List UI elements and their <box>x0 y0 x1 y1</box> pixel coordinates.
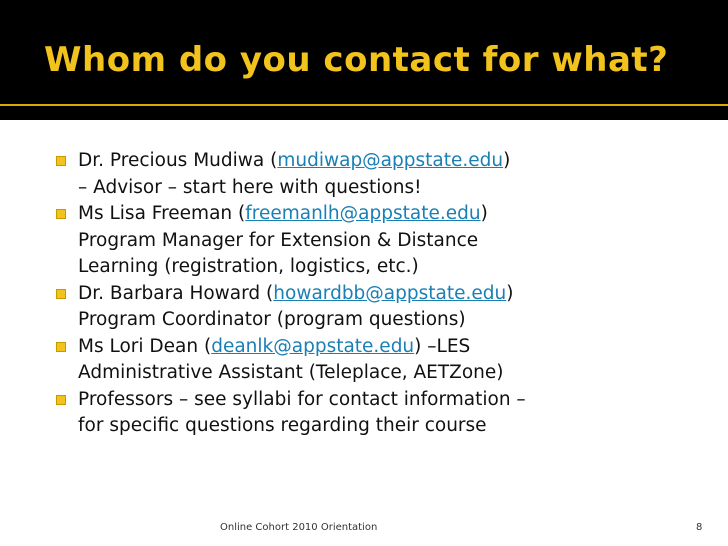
square-bullet-icon <box>56 342 66 352</box>
list-item <box>56 201 716 281</box>
list-item-line: Dr. Barbara Howard (howardbb@appstate.edu) <box>78 282 514 304</box>
list-item <box>56 281 716 334</box>
list-item-line: Program Manager for Extension & Distance <box>78 229 479 251</box>
list-item <box>56 148 716 201</box>
list-item-line: Professors – see syllabi for contact information – <box>78 388 526 410</box>
email-link[interactable]: freemanlh@appstate.edu <box>245 203 481 224</box>
square-bullet-icon <box>56 289 66 299</box>
title-rule <box>0 104 728 106</box>
contact-list <box>56 148 716 440</box>
list-item-line: Ms Lori Dean (deanlk@appstate.edu) –LES <box>78 335 471 357</box>
list-item-line: Administrative Assistant (Teleplace, AETZone) <box>78 362 504 383</box>
list-item <box>56 387 716 440</box>
list-item-line: Ms Lisa Freeman (freemanlh@appstate.edu) <box>78 203 488 224</box>
slide-footer: Online Cohort 2010 Orientation <box>220 522 378 533</box>
square-bullet-icon <box>56 156 66 166</box>
list-item-line: for specific questions regarding their course <box>78 415 487 436</box>
list-item-line: Learning (registration, logistics, etc.) <box>78 256 419 277</box>
email-link[interactable]: deanlk@appstate.edu <box>211 335 415 357</box>
email-link[interactable]: howardbb@appstate.edu <box>273 282 507 304</box>
slide-number: 8 <box>696 522 703 533</box>
email-link[interactable]: mudiwap@appstate.edu <box>277 150 504 171</box>
list-item-line: Program Coordinator (program questions) <box>78 309 466 330</box>
square-bullet-icon <box>56 395 66 405</box>
list-item-line: Dr. Precious Mudiwa (mudiwap@appstate.edu) <box>78 150 511 171</box>
list-item-line: – Advisor – start here with questions! <box>78 176 422 198</box>
square-bullet-icon <box>56 209 66 219</box>
list-item <box>56 334 716 387</box>
slide-title: Whom do you contact for what? <box>44 40 669 80</box>
